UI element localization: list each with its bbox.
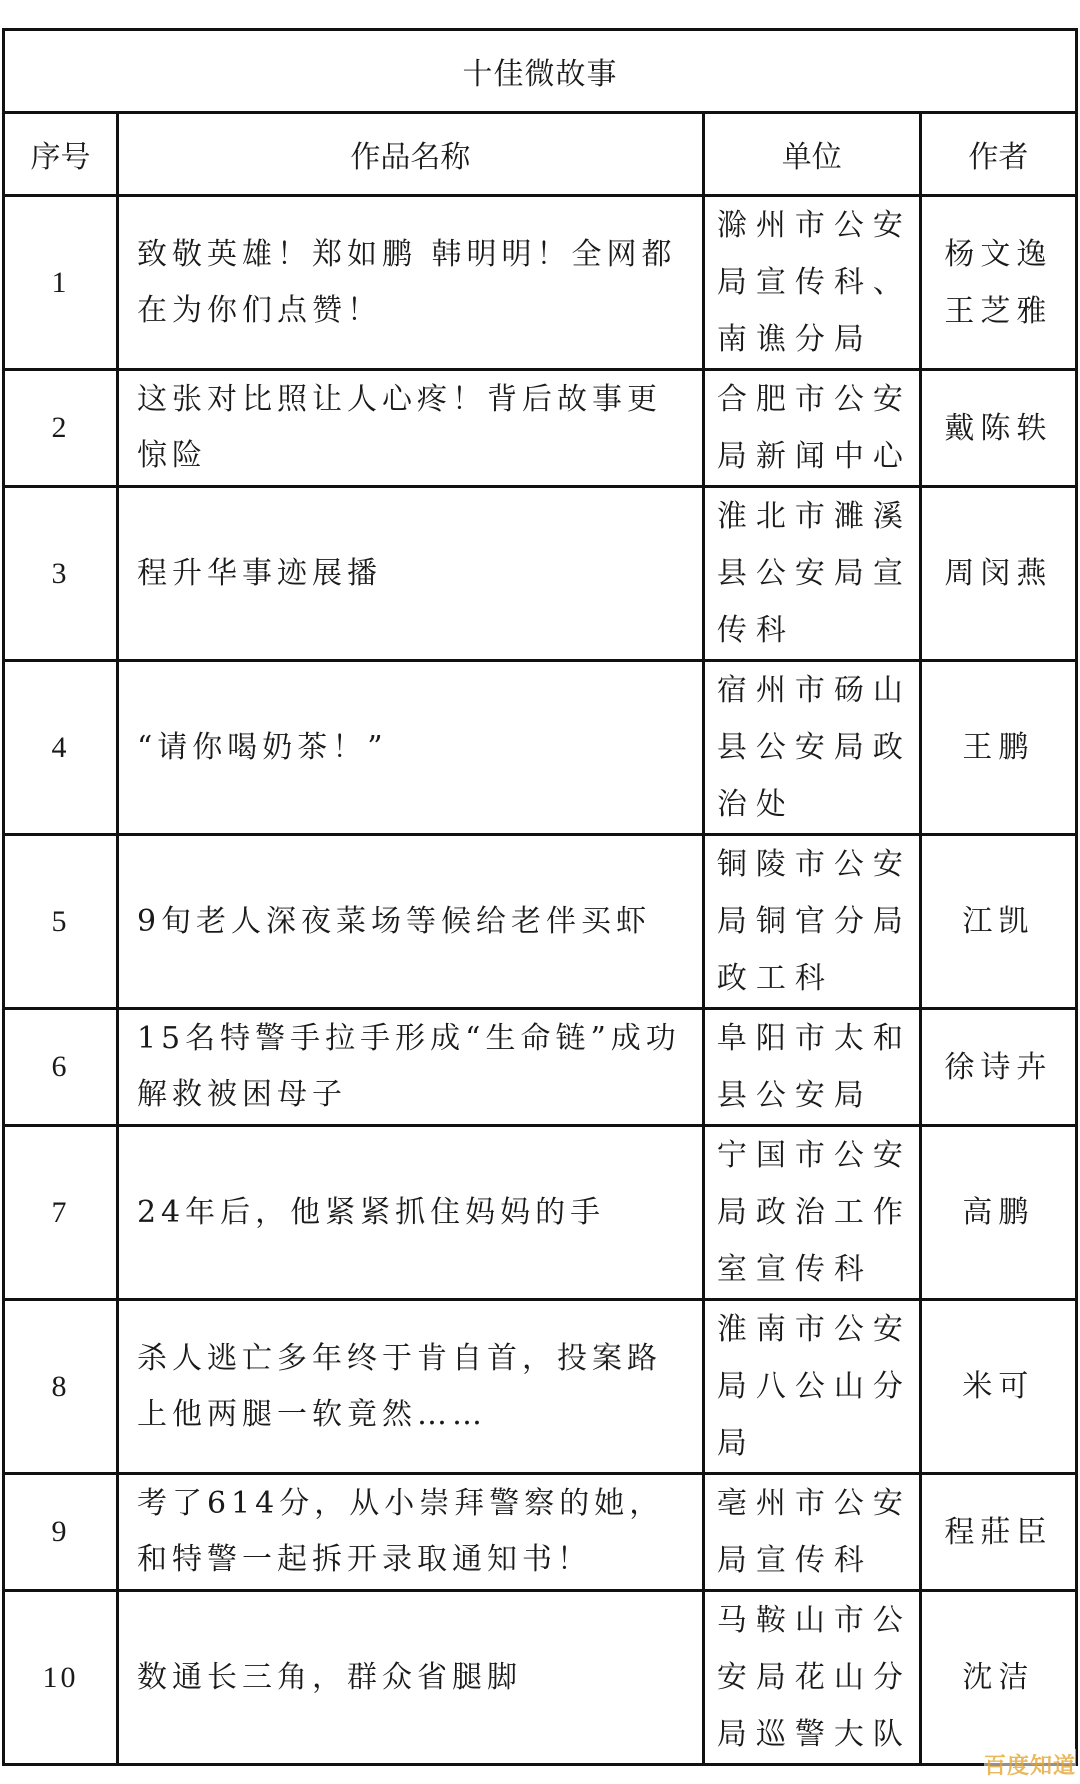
row-work-title: 杀人逃亡多年终于肯自首，投案路上他两腿一软竟然……: [117, 1300, 703, 1474]
row-work-title: 致敬英雄！郑如鹏 韩明明！全网都在为你们点赞！: [117, 196, 703, 370]
table-row: [4, 1009, 1077, 1126]
header-unit: 单位: [703, 113, 920, 196]
row-number: 2: [4, 370, 118, 487]
awards-table: [2, 28, 1078, 1766]
author-name: 戴陈轶: [944, 410, 1053, 446]
row-number: 10: [4, 1591, 118, 1765]
table-row: [4, 370, 1077, 487]
row-work-title: 15名特警手拉手形成“生命链”成功解救被困母子: [117, 1009, 703, 1126]
author-name: 王芝雅: [944, 293, 1053, 329]
row-unit: 淮北市濉溪县公安局宣传科: [703, 487, 920, 661]
table-title-row: [4, 30, 1077, 113]
row-unit: 滁州市公安局宣传科、南谯分局: [703, 196, 920, 370]
row-unit: 宿州市砀山县公安局政治处: [703, 661, 920, 835]
row-unit: 淮南市公安局八公山分局: [703, 1300, 920, 1474]
row-work-title: 考了614分，从小崇拜警察的她，和特警一起拆开录取通知书！: [117, 1474, 703, 1591]
row-author: [920, 487, 1076, 661]
author-name: 王鹏: [962, 730, 1035, 765]
row-work-title: 24年后，他紧紧抓住妈妈的手: [117, 1126, 703, 1300]
row-unit: 合肥市公安局新闻中心: [703, 370, 920, 487]
row-work-title: 数通长三角，群众省腿脚: [117, 1591, 703, 1765]
awards-table-container: [2, 28, 1078, 1766]
row-unit: 铜陵市公安局铜官分局政工科: [703, 835, 920, 1009]
row-number: 3: [4, 487, 118, 661]
header-number: 序号: [4, 113, 118, 196]
author-name: 高鹏: [962, 1195, 1035, 1230]
table-row: [4, 1591, 1077, 1765]
table-row: [4, 1474, 1077, 1591]
row-unit: 马鞍山市公安局花山分局巡警大队: [703, 1591, 920, 1765]
table-row: [4, 661, 1077, 835]
table-row: [4, 1126, 1077, 1300]
author-name: 江凯: [962, 904, 1035, 939]
row-author: [920, 1300, 1076, 1474]
row-number: 5: [4, 835, 118, 1009]
baidu-zhidao-watermark: 百度知道: [984, 1749, 1076, 1780]
row-author: [920, 370, 1076, 487]
row-number: 6: [4, 1009, 118, 1126]
row-unit: 宁国市公安局政治工作室宣传科: [703, 1126, 920, 1300]
table-row: [4, 196, 1077, 370]
table-header-row: [4, 113, 1077, 196]
row-number: 4: [4, 661, 118, 835]
row-number: 8: [4, 1300, 118, 1474]
author-name: 沈洁: [962, 1660, 1035, 1695]
row-author: [920, 835, 1076, 1009]
row-work-title: 这张对比照让人心疼！背后故事更惊险: [117, 370, 703, 487]
author-name: 徐诗卉: [944, 1049, 1053, 1085]
table-row: [4, 487, 1077, 661]
row-number: 9: [4, 1474, 118, 1591]
row-work-title: “请你喝奶茶！”: [117, 661, 703, 835]
table-row: [4, 835, 1077, 1009]
row-unit: 亳州市公安局宣传科: [703, 1474, 920, 1591]
header-author: 作者: [920, 113, 1076, 196]
row-author: [920, 1474, 1076, 1591]
table-title: 十佳微故事: [4, 30, 1077, 113]
row-number: 1: [4, 196, 118, 370]
author-name: 程莊臣: [944, 1514, 1053, 1550]
row-author: [920, 196, 1076, 370]
row-author: [920, 1591, 1076, 1765]
author-name: 杨文逸: [944, 236, 1053, 272]
row-unit: 阜阳市太和县公安局: [703, 1009, 920, 1126]
header-work-title: 作品名称: [117, 113, 703, 196]
row-author: [920, 661, 1076, 835]
author-name: 米可: [962, 1369, 1035, 1404]
row-author: [920, 1009, 1076, 1126]
row-work-title: 程升华事迹展播: [117, 487, 703, 661]
row-number: 7: [4, 1126, 118, 1300]
table-row: [4, 1300, 1077, 1474]
row-work-title: 9旬老人深夜菜场等候给老伴买虾: [117, 835, 703, 1009]
row-author: [920, 1126, 1076, 1300]
author-name: 周闵燕: [944, 556, 1053, 591]
